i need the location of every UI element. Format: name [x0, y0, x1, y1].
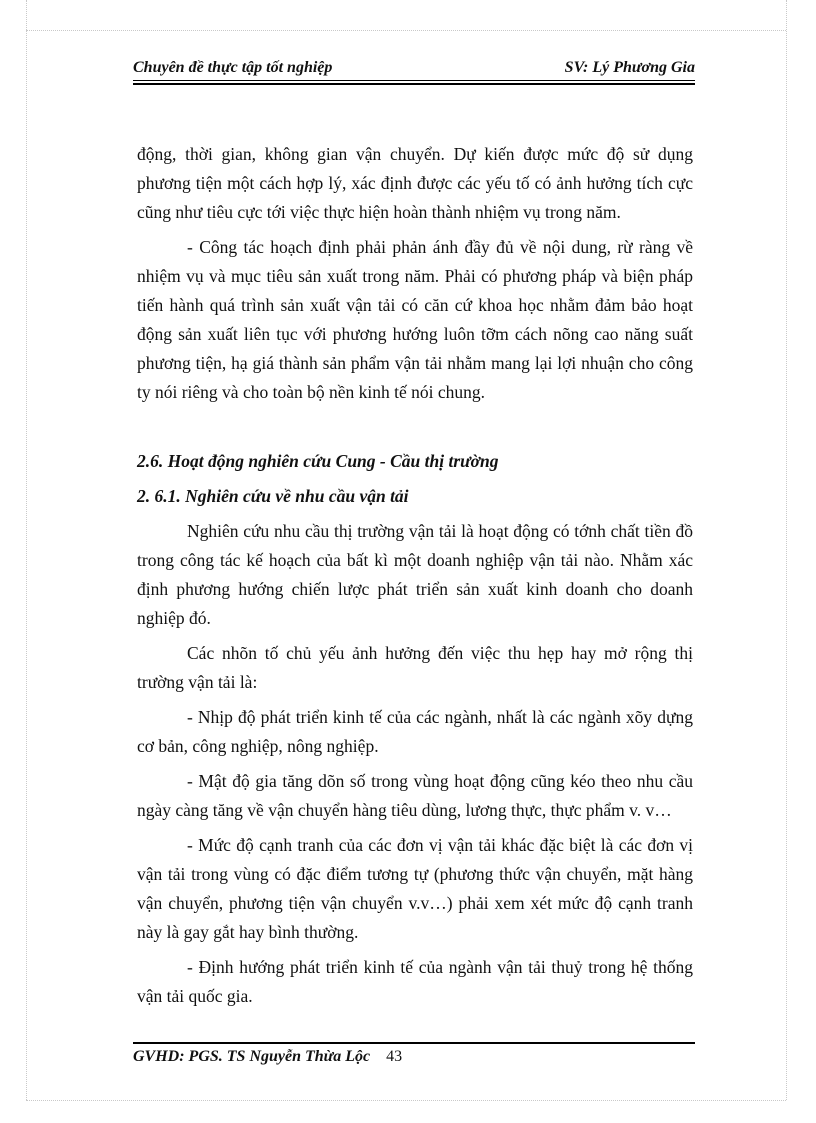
header-title: Chuyên đề thực tập tốt nghiệp: [133, 59, 333, 76]
paragraph: Các nhõn tố chủ yếu ảnh hưởng đến việc thu hẹp hay mở rộng thị trường vận tải là:: [137, 643, 693, 692]
paragraph: động, thời gian, không gian vận chuyển. Dự kiến được mức độ sử dụng phương tiện một cách hợp lý, xác định được các yếu tố có ảnh hưởng tích cực cũng như tiêu cực tới việc thực hiện hoàn thành nhiệm vụ trong năm.: [137, 144, 693, 222]
spacer: [137, 413, 693, 447]
subsection-heading: 2. 6.1. Nghiên cứu về nhu cầu vận tải: [137, 486, 409, 506]
footer-rule: [133, 1042, 695, 1044]
page-border-left: [26, 0, 27, 1100]
header-author: SV: Lý Phương Gia: [564, 59, 695, 76]
paragraph: - Mức độ cạnh tranh của các đơn vị vận tải khác đặc biệt là các đơn vị vận tải trong vùng có đặc điểm tương tự (phương thức vận chuyển, mặt hàng vận chuyển, phương tiện vận chuyển v.v…) phải xem xét mức độ cạnh tranh này là gay gắt hay bình thường.: [137, 835, 693, 942]
page-header: [133, 55, 695, 81]
document-body: [137, 140, 693, 1017]
section-heading: 2.6. Hoạt động nghiên cứu Cung - Cầu thị trường: [137, 451, 499, 471]
page-footer: [133, 1048, 402, 1066]
page-number: 43: [386, 1048, 403, 1065]
paragraph: Nghiên cứu nhu cầu thị trường vận tải là hoạt động có tớnh chất tiền đồ trong công tác kế hoạch của bất kì một doanh nghiệp vận tải nào. Nhằm xác định phương hướng chiến lược phát triển sản xuất kinh doanh cho doanh nghiệp đó.: [137, 521, 693, 628]
paragraph: - Mật độ gia tăng dõn số trong vùng hoạt động cũng kéo theo nhu cầu ngày càng tăng về vận chuyển hàng tiêu dùng, lương thực, thực phẩm v. v…: [137, 771, 693, 820]
page-border-right: [786, 0, 787, 1100]
paragraph: - Công tác hoạch định phải phản ánh đầy đủ về nội dung, rừ ràng về nhiệm vụ và mục tiêu sản xuất trong năm. Phải có phương pháp và biện pháp tiến hành quá trình sản xuất vận tải có căn cứ khoa học nhằm đảm bảo hoạt động sản xuất liên tục với phương hướng luôn tỡm cách nõng cao năng suất phương tiện, hạ giá thành sản phẩm vận tải nhằm mang lại lợi nhuận cho công ty nói riêng và cho toàn bộ nền kinh tế nói chung.: [137, 237, 693, 402]
paragraph: - Định hướng phát triển kinh tế của ngành vận tải thuỷ trong hệ thống vận tải quốc gia.: [137, 957, 693, 1006]
page-border-top: [26, 30, 786, 31]
header-rule: [133, 80, 695, 85]
footer-advisor: GVHD: PGS. TS Nguyễn Thừa Lộc: [133, 1048, 371, 1065]
page-border-bottom: [26, 1100, 786, 1101]
paragraph: - Nhịp độ phát triển kinh tế của các ngành, nhất là các ngành xõy dựng cơ bản, công nghiệp, nông nghiệp.: [137, 707, 693, 756]
